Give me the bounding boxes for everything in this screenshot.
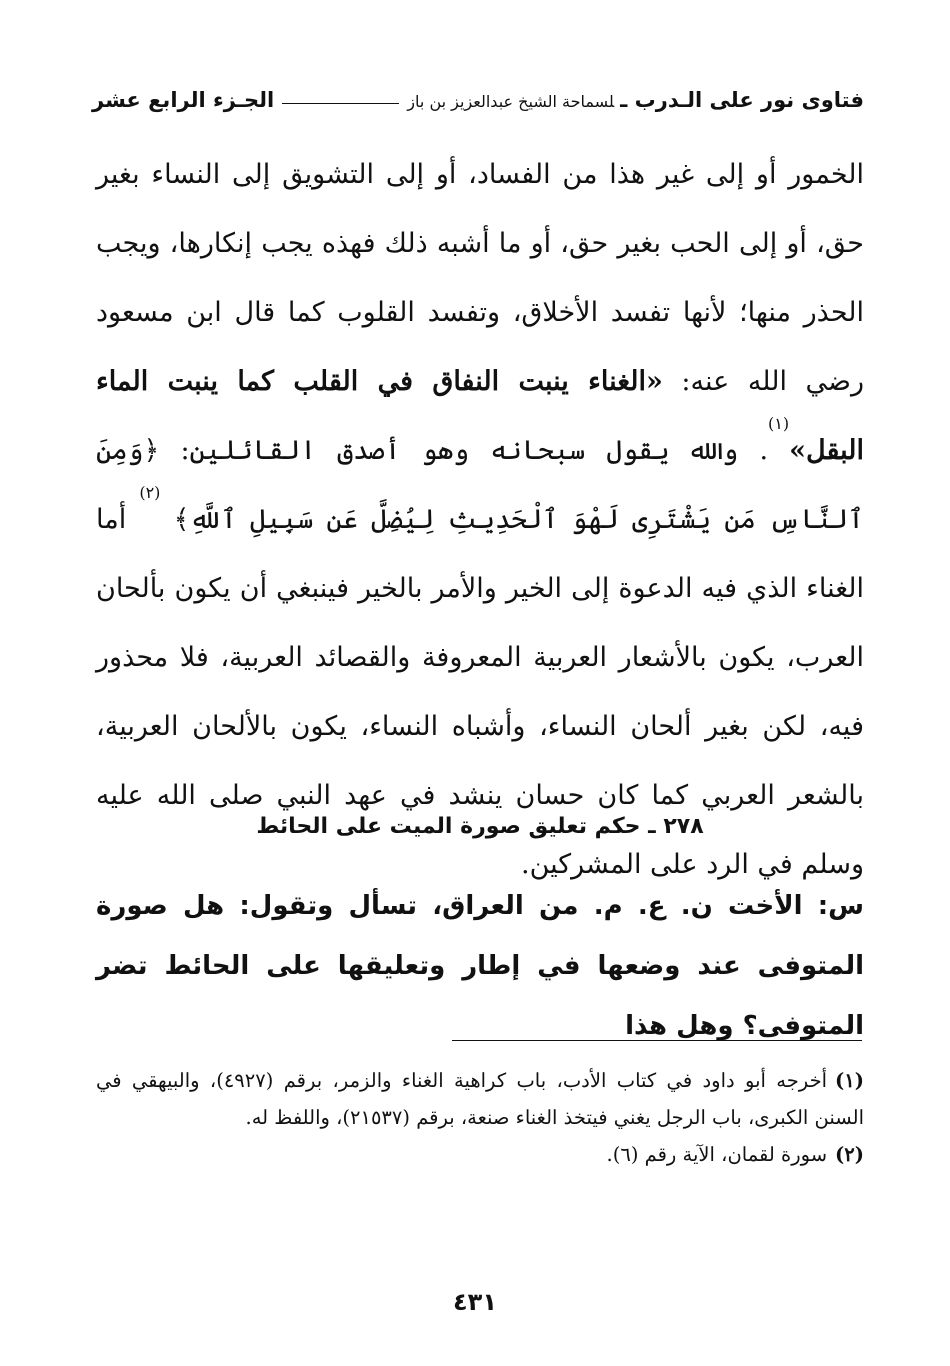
footnote-separator [452, 1040, 862, 1041]
footnote-number: (٢) [835, 1143, 864, 1166]
body-text-segment: الخمور أو إلى غير هذا من الفساد، أو إلى التشويق إلى النساء بغير حق، أو إلى الحب بغير حق، أو ما أشبه ذلك فهذه يجب إنكارها، ويجب الحذر منها؛ لأنها تفسد الأخلاق، وتفسد القلوب كما قال ابن مسعود رضي الله عنه: [96, 159, 864, 397]
volume-label: الجـزء الرابع عشر [92, 88, 275, 112]
footnotes [96, 1062, 864, 1173]
footnote-marker-1: (١) [768, 414, 790, 433]
body-paragraph [96, 140, 864, 899]
header-rule [282, 103, 399, 104]
body-text [96, 140, 864, 899]
section-heading: ٢٧٨ ـ حكم تعليق صورة الميت على الحائط [256, 814, 704, 839]
header-title-group [407, 88, 864, 112]
ibn-masud-quote: «الغناء ينبت النفاق في القلب كما ينبت الماء البقل» [96, 366, 864, 466]
footnote-marker-2: (٢) [139, 483, 161, 502]
question-text: س: الأخت ن. ع. م. من العراق، تسأل وتقول: هل صورة المتوفى عند وضعها في إطار وتعليقها على الحائط تضر المتوفى؟ وهل هذا [96, 891, 864, 1041]
question-block [96, 876, 864, 1056]
quran-verse: ﴿وَمِنَ ٱلنَّاسِ مَن يَشْتَرِى لَهْوَ ٱلْحَدِيثِ لِيُضِلَّ عَن سَبِيلِ ٱللَّهِ﴾ [96, 435, 864, 535]
footnote-text: أخرجه أبو داود في كتاب الأدب، باب كراهية الغناء والزمر، برقم (٤٩٢٧)، والبيهقي في السنن الكبرى، باب الرجل يغني فيتخذ الغناء صنعة، برقم (٢١٥٣٧)، واللفظ له. [96, 1069, 864, 1129]
footnote-1 [96, 1062, 864, 1136]
author-name: لسماحة الشيخ عبدالعزيز بن باز [407, 92, 615, 111]
body-text-segment: أما الغناء الذي فيه الدعوة إلى الخير والأمر بالخير فينبغي أن يكون بألحان العرب، يكون بالأشعار العربية المعروفة والقصائد العربية، فلا محذور فيه، لكن بغير ألحان النساء، وأشباه النساء، يكون بالألحان العربية، بالشعر العربي كما كان حسان ينشد في عهد النبي صلى الله عليه وسلم في الرد على المشركين. [96, 504, 864, 880]
footnote-text: سورة لقمان، الآية رقم (٦). [606, 1143, 828, 1166]
body-text-segment: . والله يقول سبحانه وهو أصدق القائلين: [159, 435, 769, 466]
footnote-number: (١) [835, 1069, 864, 1092]
footnote-2 [96, 1136, 864, 1173]
running-header [92, 80, 864, 120]
page-number: ٤٣١ [453, 1288, 497, 1316]
book-title: فتاوى نور على الـدرب ـ [620, 88, 864, 112]
